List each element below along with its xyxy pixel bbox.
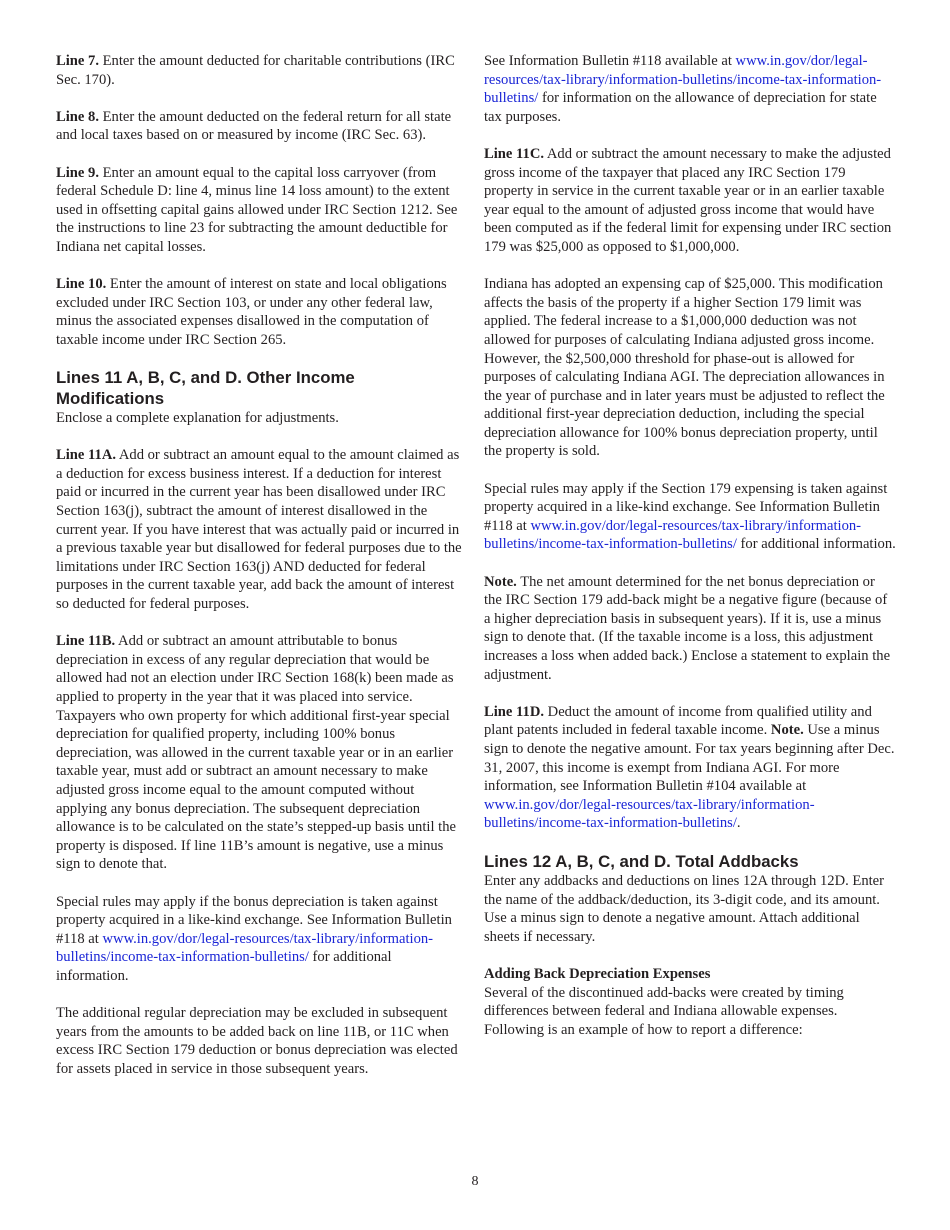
adding-back-subheading: Adding Back Depreciation Expenses [484, 966, 711, 982]
indiana-expensing-paragraph: Indiana has adopted an expensing cap of $25,000. This modification affects the basis of the property if a higher Section 179 limit was applied. The federal increase to a $1,000,000 deduction was not allowed for purposes of calculating Indiana adjusted gross income. However, the $2,500,000 threshold for phase-out is allowed for purposes of calculating Indiana AGI. The depreciation allowances in the year of purchase and in later years must be adjusted to reflect the additional first-year depreciation deduction, including the special depreciation allowance for 100% bonus depreciation property, until the property is sold. [484, 276, 885, 460]
discontinued-addbacks-paragraph: Several of the discontinued add-backs were created by timing differences between federal and Indiana allowable expenses. Following is an example of how to report a difference: [484, 984, 844, 1038]
note-paragraph: Note. The net amount determined for the net bonus depreciation or the IRC Section 179 add-back might be a negative figure (because of a higher depreciation basis in subsequent years). If it is, use a minus sign to denote that. (If the taxable income is a loss, this adjustment increases a loss when added back.) Enclose a statement to explain the adjustment. [484, 573, 891, 683]
addbacks-paragraph: Enter any addbacks and deductions on lines 12A through 12D. Enter the name of the addback/deduction, its 3-digit code, and its amount. Use a minus sign to denote a negative amount. Attach additional sheets if necessary. [484, 873, 885, 945]
info-bulletin-link[interactable]: www.in.gov/dor/legal-resources/tax-library/information-bulletins/income-tax-information-bulletins/ [484, 796, 815, 832]
right-column [484, 52, 896, 1039]
special-rules-179-paragraph: Special rules may apply if the Section 179 expensing is taken against property acquired in a like-kind exchange. See Information Bulletin #118 at www.in.gov/dor/legal-resources/tax-library/information-bulletins/income-tax-information-bulletins/ for additional information. [484, 480, 896, 553]
info-bulletin-link[interactable]: www.in.gov/dor/legal-resources/tax-library/information-bulletins/income-tax-information-bulletins/ [484, 53, 882, 107]
ib118-paragraph: See Information Bulletin #118 available at www.in.gov/dor/legal-resources/tax-library/information-bulletins/income-tax-information-bulletins/ for information on the allowance of depreciation for state tax purposes. [484, 53, 882, 125]
lines-11-heading: Lines 11 A, B, C, and D. Other Income Modifications [56, 368, 355, 408]
line-7-paragraph: Line 7. Enter the amount deducted for charitable contributions (IRC Sec. 170). [56, 53, 455, 88]
line-9-paragraph: Line 9. Enter an amount equal to the capital loss carryover (from federal Schedule D: line 4, minus line 14 loss amount) to the extent used in offsetting capital gains allowed under IRC Section 1212. See the instructions to line 23 for subtracting the amount deductible for Indiana net capital losses. [56, 164, 458, 255]
info-bulletin-link[interactable]: www.in.gov/dor/legal-resources/tax-library/information-bulletins/income-tax-information-bulletins/ [484, 517, 862, 553]
line-11b-paragraph: Line 11B. Add or subtract an amount attributable to bonus depreciation in excess of any regular depreciation that would be allowed had not an election under IRC Section 168(k) been made as applied to property in the year that it was placed into service. Taxpayers who own property for which additional first-year special depreciation for qualified property, including 100% bonus depreciation, was allowed in the current taxable year or in an earlier taxable year, must add or subtract an amount necessary to make adjusted gross income equal to the amount computed without applying any bonus depreciation. The subsequent depreciation allowance is to be calculated on the state’s stepped-up basis until the property is disposed. If line 11B’s amount is negative, use a minus sign to denote that. [56, 633, 456, 873]
line-10-paragraph: Line 10. Enter the amount of interest on state and local obligations excluded under IRC Section 103, or under any other federal law, minus the associated expenses disallowed in the computation of taxable income under IRC Section 265. [56, 276, 447, 348]
special-rules-bonus-paragraph: Special rules may apply if the bonus depreciation is taken against property acquired in a like-kind exchange. See Information Bulletin #118 at www.in.gov/dor/legal-resources/tax-library/information-bulletins/income-tax-information-bulletins/ for additional information. [56, 893, 452, 984]
additional-depreciation-paragraph: The additional regular depreciation may be excluded in subsequent years from the amounts to be added back on line 11B, or 11C when excess IRC Section 179 deduction or bonus depreciation was elected for assets placed in service in those subsequent years. [56, 1005, 458, 1077]
line-11a-paragraph: Line 11A. Add or subtract an amount equal to the amount claimed as a deduction for excess business interest. If a deduction for interest paid or incurred in the current year has been disallowed under IRC Section 163(j), subtract the amount of interest disallowed in the current year. If you have interest that was actually paid or incurred in a previous taxable year but disallowed for federal purposes due to the limitations under IRC Section 163(j) AND deducted for federal purposes in the current taxable year, add back the amount of interest so deducted for federal purposes. [56, 447, 462, 613]
page-number: 8 [471, 1174, 479, 1189]
line-8-paragraph: Line 8. Enter the amount deducted on the federal return for all state and local taxes based on or measured by income (IRC Sec. 63). [56, 108, 452, 144]
enclose-explanation: Enclose a complete explanation for adjustments. [56, 410, 339, 427]
lines-12-heading: Lines 12 A, B, C, and D. Total Addbacks [484, 851, 799, 871]
info-bulletin-link[interactable]: www.in.gov/dor/legal-resources/tax-library/information-bulletins/income-tax-information-bulletins/ [56, 930, 434, 966]
left-column [56, 52, 462, 1097]
line-11c-paragraph: Line 11C. Add or subtract the amount necessary to make the adjusted gross income of the taxpayer that placed any IRC Section 179 property in service in the current taxable year or in an earlier taxable year equal to the amount of adjusted gross income that would have been computed as if the federal limit for expensing under IRC section 179 was $25,000 as opposed to $1,000,000. [484, 145, 892, 255]
line-11d-paragraph: Line 11D. Deduct the amount of income from qualified utility and plant patents included in federal taxable income. Note. Use a minus sign to denote the negative amount. For tax years beginning after Dec. 31, 2007, this income is exempt from Indiana AGI. For more information, see Information Bulletin #104 available at www.in.gov/dor/legal-resources/tax-library/information-bulletins/income-tax-information-bulletins/. [484, 703, 895, 832]
